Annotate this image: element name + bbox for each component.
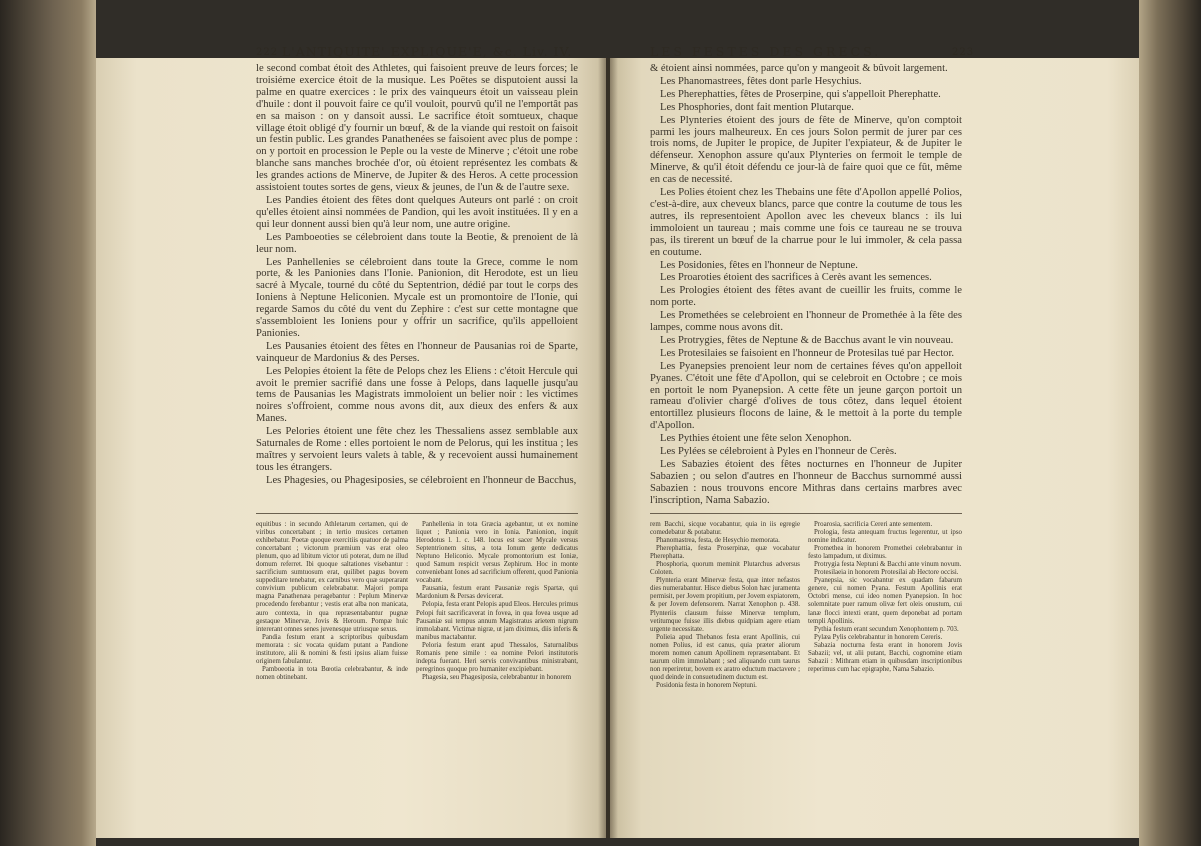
right-body-text <box>650 63 962 509</box>
paragraph: Les Panhellenies se célebroient dans toute la Grece, comme le nom porte, & les Panionies dans l'Ionie. Panionion, dit Herodote, est un lieu sacré à Mycale, tourné du côté du Septentrion, dédié par tout le corps des Ioniens à Neptune Heliconien. Mycale est un promontoire de l'Ionie, qui regarde Samos du côté du vent du Zephire : c'est sur cette montagne que s'assembloient les Ioniens pour y offrir un sacrifice, qu'ils appelloient Panionies. <box>256 256 578 339</box>
footnote: Posidonia festa in honorem Neptuni. <box>656 681 757 689</box>
footnote: Panhellenia in tota Græcia agebantur, ut ex nomine liquet ; Panionia vero in Ionia. Panionion, inquit Herodotus l. 1. c. 148. locus est sacer Mycale versus Septentrionem situs, a tota Ionum gente dedicatus Neptuno Heliconio. Mycale promontorium est Ioniæ, quod Samum respicit versus Zephirum. Hoc in monte conveniebant Iones ad sacrificium offerent, quod Panionia vocabant. <box>416 521 578 585</box>
footnote: Phagesia, seu Phagesiposia, celebrabantur in honorem <box>422 673 572 681</box>
footnote: Pelopia, festa erant Pelopis apud Eleos. Hercules primus Pelopi fuit sacrificaverat in fovea, in qua fovea usque ad Pausaniæ sui tempus annum Magistratus arietem nigrum immolabant. Victimæ nigræ, ut jam diximus, diis inferis & manibus mactabantur. <box>416 601 578 641</box>
left-page-number: 222 <box>256 47 279 58</box>
footnote: Peloria festum erant apud Thessalos, Saturnalibus Romanis pene simile : ea nomine Pelori institutoris indepta fuerant. Heri servis convivantibus ministrabant, peregrinos quoque pro humaniter excipiebant. <box>416 641 578 673</box>
footnote: rem Bacchi, sicque vocabantur, quia in iis egregie comedebatur & potabatur. <box>650 521 800 537</box>
right-running-head: LES FESTES DES GRECS. <box>650 44 882 59</box>
footnote: Pamboeotia in tota Bœotia celebrabantur, & inde nomen obtinebant. <box>256 665 408 681</box>
paragraph: Les Polies étoient chez les Thebains une fête d'Apollon appellé Polios, c'est-à-dire, aux cheveux blancs, parce que contre la coutume de tous les autres, ils representoient Apollon avec les cheveux blancs : ils lui immoloient un taureau ; mais comme une fois ce taureau ne se trouva pas, ils tirerent un bœuf de la charrue pour le lui immoler, & cela passa en coutume. <box>650 187 962 258</box>
right-page-number: 223 <box>952 47 975 58</box>
footnote: Protrygia festa Neptuni & Bacchi ante vinum novum. <box>814 561 962 569</box>
paragraph: le second combat étoit des Athletes, qui faisoient preuve de leurs forces; le troisiéme exercice étoit de la musique. Les Poëtes se disputoient aussi la palme en quatre exercices : le prix des vainqueurs étoit un vaisseau plein d'huile : dont il pouvoit faire ce qu'il vouloit, pourvû qu'il ne l'emportât pas en sa maison : on y dansoit aussi. Le sacrifice étoit somtueux, chaque village étoit obligé d'y fournir un bœuf, & de la viande qui restoit on faisoit un festin public. Les grandes Panathenées se faisoient avec plus de pompe : on y portoit en procession le Peple ou la veste de Minerve ; c'étoit une robe blanche sans manches brochée d'or, où étoient représentez les combats & les grandes actions de Minerve, de Jupiter & des Heros. A cette procession assistoient toutes sortes de gens, vieux & jeunes, de l'un & de l'autre sexe. <box>256 63 578 194</box>
left-body-text <box>256 63 578 509</box>
footnote: Pylæa Pylis celebrabantur in honorem Cereris. <box>814 633 943 641</box>
paragraph: Les Pandies étoient des fêtes dont quelques Auteurs ont parlé : on croit qu'elles étoient ainsi nommées de Pandion, qui les avoit instituées. Il y en a qui leur donnent aussi bien qu'à leur nom, une autre origine. <box>256 194 578 230</box>
paragraph: Les Protesilaies se faisoient en l'honneur de Protesilas tué par Hector. <box>660 347 955 359</box>
footnote: Sabazia nocturna festa erant in honorem Jovis Sabazii; vel, ut alii putant, Bacchi, cognomine etiam Sabazii : Mithram etiam in quibusdam inscriptionibus reperimus cum hac epigraphe, Nama Sabazio. <box>808 641 962 673</box>
paragraph: Les Promethées se celebroient en l'honneur de Promethée à la fête des lampes, comme nous avons dit. <box>650 310 962 334</box>
paragraph: Les Phagesies, ou Phagesiposies, se célebroient en l'honneur de Bacchus, <box>266 474 577 486</box>
paragraph: Les Phosphories, dont fait mention Plutarque. <box>660 101 854 113</box>
footnote: Phanomastrea, festa, de Hesychio memorata. <box>656 537 780 545</box>
paragraph: Les Pamboeoties se célebroient dans toute la Beotie, & prenoient de là leur nom. <box>256 231 578 255</box>
left-notes-column-1 <box>256 521 408 771</box>
paragraph: & étoient ainsi nommées, parce qu'on y mangeoit & bûvoit largement. <box>650 63 948 74</box>
footnote: Phosphoria, quorum meminit Plutarchus adversus Coloten. <box>650 561 800 577</box>
paragraph: Les Pherephatties, fêtes de Proserpine, qui s'appelloit Pherephatte. <box>660 88 941 100</box>
right-page-edges <box>1139 0 1201 846</box>
footnote: Prologia, festa antequam fructus legerentur, ut ipso nomine indicatur. <box>808 529 962 545</box>
right-notes-column-1 <box>650 521 800 771</box>
footnote: Promethea in honorem Promethei celebrabantur in festo lampadum, ut diximus. <box>808 545 962 561</box>
footnote: equitibus : in secundo Athletarum certamen, qui de viribus concertabant ; in tertio musices certamen exhibebatur. Poetæ quoque exercitiis quatuor de palma concertabant ; victorum præmium vas erat oleo plenum, quo ad libitum victor uti poterat, dum ne illud domum referret. Ibi quoque saltationes visebantur : sacrificium sumtuosum erat, quilibet pagus bovem suppeditare tenebatur, ex carnibus vero quæ superarant convivium publicum celebrabatur. Majori pompa magna Panathenæa peragebantur : Peplum Minervæ procedendo ferebantur ; vestis erat alba non manicata, auro contexta, in qua repræsentabantur pugnæ gestaque Minervæ, Jovis & Heroum. Pompæ huic intererant omnes senes juvenesque utriusque sexus. <box>256 521 408 633</box>
paragraph: Les Plynteries étoient des jours de fête de Minerve, qu'on comptoit parmi les jours malheureux. En ces jours Solon permit de jurer par ces trois noms, de Jupiter le propice, de Jupiter l'expiateur, & de Jupiter le défenseur. Xenophon assure qu'aux Plynteries on fermoit le temple de Minerve, & qu'il étoit défendu ce jour-là de faire quoi que ce fût, même en cas de necessité. <box>650 114 962 186</box>
footnote: Polieia apud Thebanos festa erant Apollinis, cui nomen Polius, id est canus, quia præter aliorum morem nomen canum Apollinem repræsentabant. Et taurum olim immolabant ; sed aliquando cum taurus non reperiretur, bovem ex aratro eductum mactavere ; quod deinde in consuetudinem ductum est. <box>650 633 800 681</box>
left-footnote-rule <box>256 513 578 514</box>
paragraph: Les Pelories étoient une fête chez les Thessaliens assez semblable aux Saturnales de Rome : elles portoient le nom de Pelorus, qui les institua ; les maîtres y servoient leurs valets à table, & y recevoient aussi humainement tous les étrangers. <box>256 426 578 473</box>
paragraph: Les Pelopies étoient la fête de Pelops chez les Eliens : c'étoit Hercule qui avoit le premier sacrifié dans une fosse à Pelops, dans laquelle jusqu'au tems de Pausanias les Magistrats immoloient un belier noir : les victimes noires s'offroient, comme nous avons dit, aux dieux des enfers & aux Manes. <box>256 365 578 425</box>
footnote: Pausania, festum erant Pausaniæ regis Spartæ, qui Mardonium & Persas devicerat. <box>416 585 578 601</box>
paragraph: Les Pythies étoient une fête selon Xenophon. <box>660 433 852 445</box>
paragraph: Les Pylées se célebroient à Pyles en l'honneur de Cerès. <box>660 446 897 458</box>
footnote: Pherephattia, festa Proserpinæ, quæ vocabatur Pherephatta. <box>650 545 800 561</box>
paragraph: Les Proaroties étoient des sacrifices à Cerès avant les semences. <box>660 272 932 284</box>
footnote: Pythia festum erant secundum Xenophontem p. 703. <box>814 625 959 633</box>
book-gutter <box>598 58 618 838</box>
paragraph: Les Phanomastrees, fêtes dont parle Hesychius. <box>660 75 862 87</box>
paragraph: Les Pausanies étoient des fêtes en l'honneur de Pausanias roi de Sparte, vainqueur de Mardonius & des Perses. <box>256 340 578 364</box>
footnote: Pandia festum erant a scriptoribus quibusdam memorata : sic vocata quidam putant a Pandione institutore, alii & nomini & festi ipsius aliam fuisse originem fabulantur. <box>256 633 408 665</box>
paragraph: Les Posidonies, fêtes en l'honneur de Neptune. <box>660 259 858 271</box>
footnote: Plynteria erant Minervæ festa, quæ inter nefastos dies numerabantur. Hisce diebus Solon hæc juramenta permisit, per Jovem propitium, per Jovem expiatorem, & per Jovem defensorem. Narrat Xenophon p. 438. Plynteriis clausum fuisse Minervæ templum, vetitumque fuisse illis diebus quidpiam agere etiam urgente necessitate. <box>650 577 800 633</box>
left-running-head: L'ANTIQUITE' EXPLIQUE'E, &c. Liv. IV. <box>282 44 573 59</box>
footnote: Pyanepsia, sic vocabantur ex quadam fabarum genere, cui nomen Pyana. Festum Apollinis erat Octobri mense, cui ideo nomen Pyanepsion. In hoc solemnitate puer ramum olivæ fert oleis onustum, cui lanæ flocci intexti erant, quem deponebat ad portam templi Apollinis. <box>808 577 962 625</box>
right-notes-column-2 <box>808 521 962 771</box>
paragraph: Les Protrygies, fêtes de Neptune & de Bacchus avant le vin nouveau. <box>660 334 954 346</box>
footnote: Protesilaeia in honorem Protesilai ab Hectore occisi. <box>814 569 959 577</box>
left-notes-column-2 <box>416 521 578 771</box>
footnote: Proarosia, sacrificia Cereri ante sementem. <box>814 521 933 528</box>
left-page-edges <box>0 0 96 846</box>
paragraph: Les Sabazies étoient des fêtes nocturnes en l'honneur de Jupiter Sabazien ; ou selon d'autres en l'honneur de Bacchus surnommé aussi Sabazien : nous trouvons encore Mithras dans certains marbres avec l'inscription, Nama Sabazio. <box>650 459 962 506</box>
paragraph: Les Pyanepsies prenoient leur nom de certaines féves qu'on appelloit Pyanes. C'étoit une fête d'Apollon, qui se celebroit en Octobre ; ce mois en portoit le nom Pyanepsion. A cette fête un jeune garçon portoit un rameau d'olivier chargé d'olives de tous côtez, dans lequel étoient entortillez plusieurs flocons de laine, & le mettoit à la porte du temple d'Apollon. <box>650 360 962 432</box>
right-footnote-rule <box>650 513 962 514</box>
paragraph: Les Prologies étoient des fêtes avant de cueillir les fruits, comme le nom porte. <box>650 285 962 309</box>
